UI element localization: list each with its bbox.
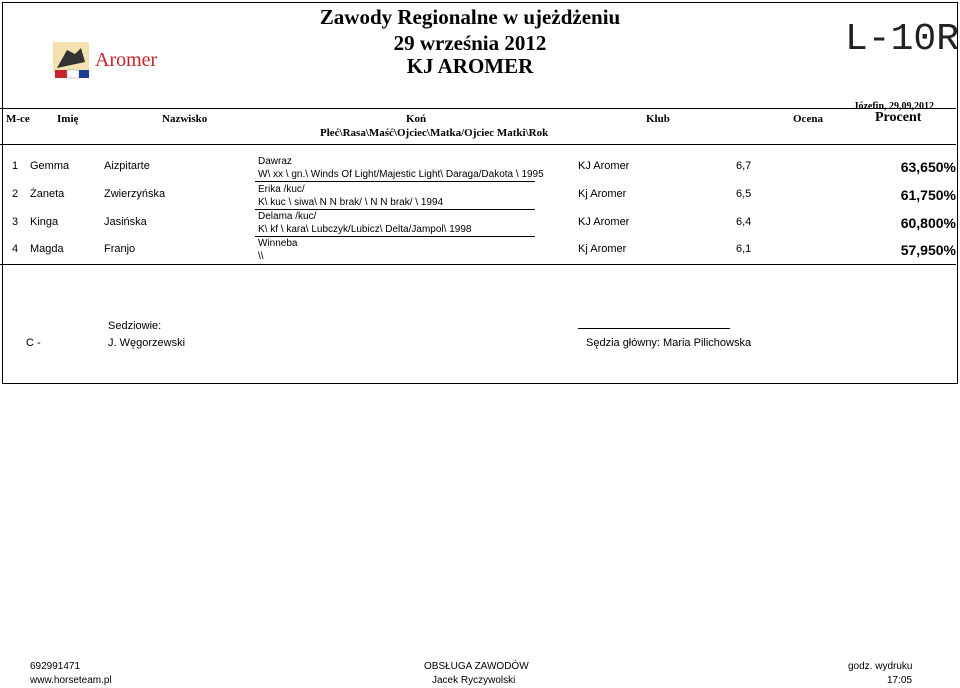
row-horse: Erika /kuc/: [258, 184, 305, 195]
row-horse-details: K\ kuc \ siwa\ N N brak/ \ N N brak/ \ 1994: [258, 197, 444, 208]
signature-line: [578, 328, 730, 329]
col-horse: Koń: [406, 113, 427, 125]
svg-text:Aromer: Aromer: [95, 49, 158, 71]
row-score: 6,4: [736, 216, 752, 228]
row-place: 2: [12, 188, 19, 200]
judge-position: C -: [26, 337, 41, 349]
footer-phone: 692991471: [30, 661, 81, 672]
footer-print-time: 17:05: [887, 675, 913, 686]
event-date: 29 września 2012: [393, 31, 547, 55]
col-percent: Procent: [875, 110, 922, 125]
event-title: Zawody Regionalne w ujeżdżeniu: [319, 5, 621, 29]
row-horse: Dawraz: [258, 156, 292, 167]
row-place: 4: [12, 243, 19, 255]
row-first-name: Gemma: [30, 160, 70, 172]
table-bottom-rule: [0, 264, 956, 265]
row-separator: [255, 181, 535, 182]
col-place: M-ce: [6, 113, 30, 125]
row-first-name: Magda: [30, 243, 64, 255]
row-score: 6,1: [736, 243, 752, 255]
row-horse: Winneba: [258, 238, 298, 249]
header-rule: [0, 108, 956, 109]
col-club: Klub: [646, 113, 670, 125]
row-horse: Delama /kuc/: [258, 211, 317, 222]
row-place: 1: [12, 160, 19, 172]
row-horse-details: W\ xx \ gn.\ Winds Of Light/Majestic Light\ Daraga/Dakota \ 1995: [258, 169, 544, 180]
row-horse-details: K\ kf \ kara\ Lubczyk/Lubicz\ Delta/Jampol\ 1998: [258, 224, 472, 235]
place-date: Józefin, 29,09,2012: [853, 101, 934, 112]
row-percent: 60,800%: [900, 215, 956, 231]
row-separator: [255, 236, 535, 237]
row-first-name: Żaneta: [30, 188, 65, 200]
footer-service-label: OBSŁUGA ZAWODÓW: [424, 661, 529, 672]
row-club: KJ Aromer: [578, 216, 630, 228]
col-horse-details: Płeć\Rasa\Maść\Ojciec\Matka/Ojciec Matki\Rok: [320, 127, 549, 139]
judges-label: Sedziowie:: [108, 320, 162, 332]
aromer-logo: [45, 38, 195, 82]
footer-print-label: godz. wydruku: [848, 661, 913, 672]
class-code: L-10R: [845, 18, 960, 61]
row-percent: 63,650%: [900, 159, 956, 175]
row-last-name: Jasińska: [104, 216, 147, 228]
chief-judge: Sędzia główny: Maria Pilichowska: [586, 337, 752, 349]
row-last-name: Aizpitarte: [104, 160, 150, 172]
row-percent: 57,950%: [900, 242, 956, 258]
col-score: Ocena: [793, 113, 823, 125]
row-last-name: Franjo: [104, 243, 136, 255]
row-score: 6,7: [736, 160, 752, 172]
row-separator: [255, 209, 535, 210]
judge-name: J. Węgorzewski: [108, 337, 186, 349]
row-last-name: Zwierzyńska: [104, 188, 166, 200]
row-place: 3: [12, 216, 19, 228]
footer-service-name: Jacek Ryczywolski: [432, 675, 516, 686]
row-percent: 61,750%: [900, 187, 956, 203]
row-horse-details: \\: [258, 251, 264, 262]
columns-rule: [0, 144, 956, 145]
row-club: Kj Aromer: [578, 188, 627, 200]
row-club: Kj Aromer: [578, 243, 627, 255]
row-first-name: Kinga: [30, 216, 59, 228]
row-score: 6,5: [736, 188, 752, 200]
event-organizer: KJ AROMER: [406, 54, 534, 78]
footer-website: www.horseteam.pl: [30, 675, 112, 686]
col-last-name: Nazwisko: [162, 113, 208, 125]
col-first-name: Imię: [57, 113, 79, 125]
row-club: KJ Aromer: [578, 160, 630, 172]
